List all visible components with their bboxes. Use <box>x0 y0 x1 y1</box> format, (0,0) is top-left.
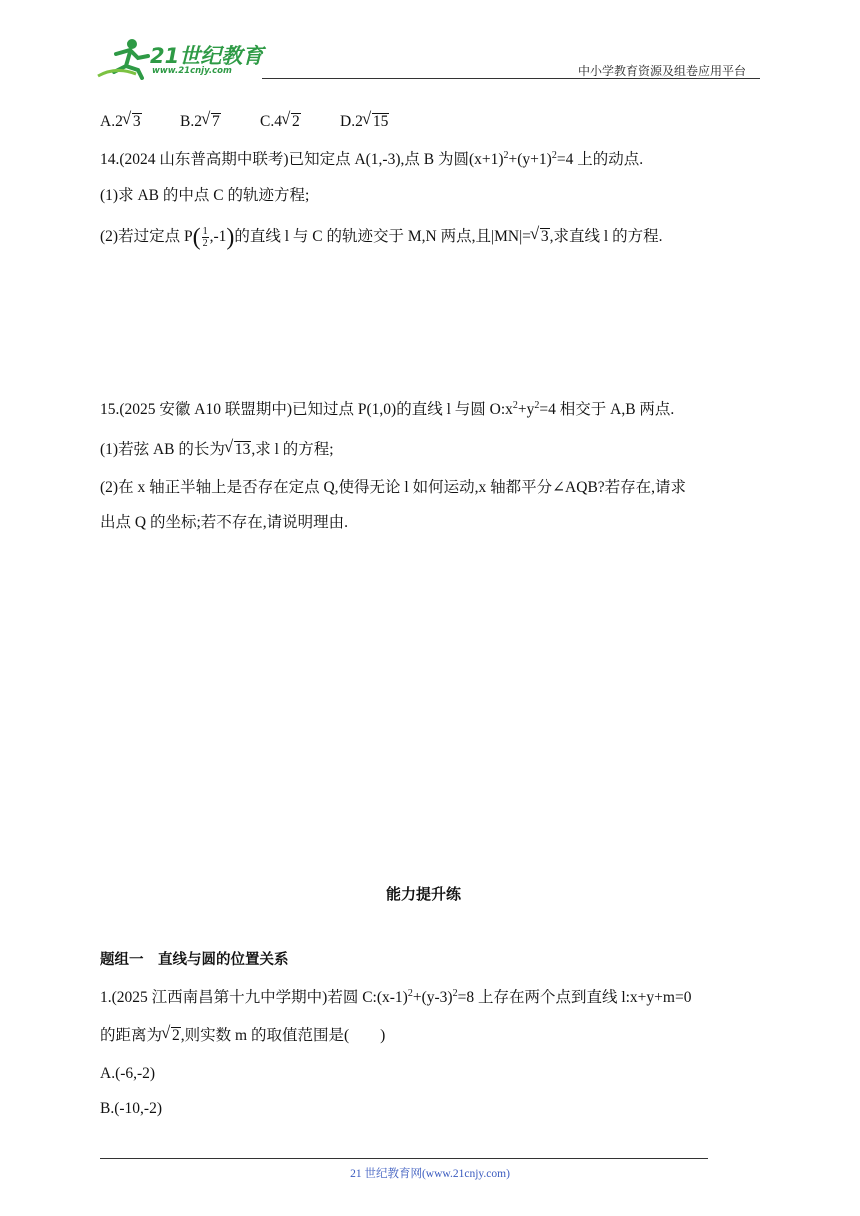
footer-text[interactable]: 21 世纪教育网(www.21cnjy.com) <box>350 1168 510 1180</box>
header-right-text: 中小学教育资源及组卷应用平台 <box>578 64 747 78</box>
logo-text: 21世纪教育 <box>150 44 264 68</box>
header-logo <box>96 36 266 80</box>
option-d: D.2√ 15 <box>340 112 389 132</box>
logo-url: www.21cnjy.com <box>152 66 232 76</box>
q1-stem: 1.(2025 江西南昌第十九中学期中)若圆 $C:(x-1)^2+(y-3)^2=8$ 上存在两个点到直线 l:x+y+m=0 <box>100 988 692 1006</box>
q14-part1: (1)求 AB 的中点 C 的轨迹方程; <box>100 187 310 204</box>
group-title: 题组一 直线与圆的位置关系 <box>100 952 289 968</box>
option-a: A.2√ 3 <box>100 112 180 132</box>
footer-rule <box>100 1158 708 1159</box>
q15-part1: (1)若弦 AB 的长为√ 13,求 l 的方程; <box>100 440 334 460</box>
q15-part2-line1: (2)在 x 轴正半轴上是否存在定点 Q,使得无论 l 如何运动,x 轴都平分∠AQB?若存在,请求 <box>100 479 687 496</box>
q1-line2: 的距离为√ 2,则实数 m 的取值范围是( ) <box>100 1026 385 1046</box>
fraction-one-half: $\frac{1}{2}$ <box>202 225 208 249</box>
q15-stem: 15.(2025 安徽 A10 联盟期中)已知过点 P(1,0)的直线 l 与圆 $O:x^2+y^2=4$ 相交于 A,B 两点. <box>100 400 675 418</box>
q14-part2: (2)若过定点 P( $\frac{1}{2}$ ,-1)的直线 l 与 C 的轨迹交于 M,N 两点,且|MN|=√ 3,求直线 l 的方程. <box>100 224 662 250</box>
option-c: C.4√ 2 <box>260 112 340 132</box>
q15-part2-line2: 出点 Q 的坐标;若不存在,请说明理由. <box>100 514 349 531</box>
logo-runner-icon <box>96 36 156 80</box>
section-title: 能力提升练 <box>386 885 462 903</box>
q14-stem: 14.(2024 山东普高期中联考)已知定点 A(1,-3),点 B 为圆$(x+1)^2+(y+1)^2=4$ 上的动点. <box>100 150 644 168</box>
header-rule <box>262 78 760 79</box>
q1-option-b: B.(-10,-2) <box>100 1100 162 1117</box>
q13-options <box>100 112 389 132</box>
option-b: B.2√ 7 <box>180 112 260 132</box>
q1-option-a: A.(-6,-2) <box>100 1065 156 1082</box>
